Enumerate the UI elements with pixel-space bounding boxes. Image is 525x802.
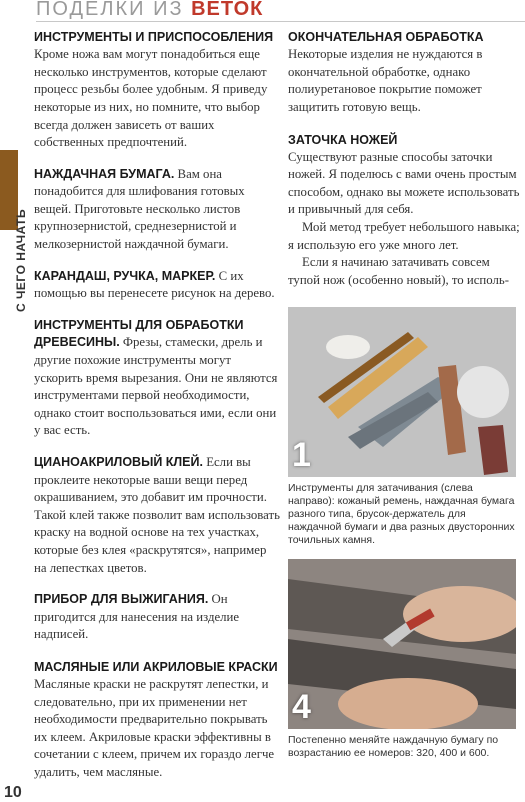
section-tools bbox=[34, 28, 280, 152]
sandpaper-use-illustration bbox=[288, 559, 516, 729]
section-lead: ИНСТРУМЕНТЫ ДЛЯ ОБРАБОТКИ ДРЕВЕСИНЫ. bbox=[34, 317, 244, 350]
photo-sandpaper-use bbox=[288, 559, 516, 729]
section-pencil bbox=[34, 268, 280, 303]
section-title: МАСЛЯНЫЕ ИЛИ АКРИЛОВЫЕ КРАСКИ bbox=[34, 659, 278, 674]
photo-caption: Постепенно меняйте наждачную бумагу по возрастанию ее номеров: 320, 400 и 600. bbox=[288, 734, 499, 760]
section-text: Вам она понадобится для шлифования готовых вещей. Приготовьте несколько листов крупнозернистой, среднезернистой и мелкозернистой наждачной бумаги. bbox=[34, 166, 245, 252]
header-divider bbox=[36, 21, 525, 22]
page-header bbox=[0, 0, 525, 22]
header-prefix: ПОДЕЛКИ ИЗ bbox=[36, 0, 184, 20]
photo-number: 1 bbox=[292, 436, 311, 475]
section-paints bbox=[34, 658, 280, 782]
section-sharpening bbox=[288, 131, 520, 290]
chapter-label: С ЧЕГО НАЧАТЬ bbox=[14, 208, 28, 312]
section-text: Масляные краски не раскрутят лепестки, и следовательно, при их применении нет необходимости предварительно покрывать их клеем. Акриловые краски эффективны в сочетании с клеем, причем их гораздо легче удалить, чем масляные. bbox=[34, 677, 275, 780]
section-text: Кроме ножа вам могут понадобиться еще несколько инструментов, которые сделают процесс резьбы более удобным. Я приведу некоторые из них, но помните, что выбор всегда должен зависеть от ваших собственных предпочтений. bbox=[34, 47, 268, 150]
section-burner bbox=[34, 591, 280, 644]
hand-bottom bbox=[338, 678, 478, 729]
paper-roll bbox=[326, 335, 370, 359]
section-title: ОКОНЧАТЕЛЬНАЯ ОБРАБОТКА bbox=[288, 30, 484, 44]
sharpening-tools-illustration bbox=[288, 307, 516, 477]
left-column bbox=[34, 28, 280, 796]
header-accent: ВЕТОК bbox=[191, 0, 264, 20]
section-text: Мой метод требует небольшого навыка; я использую его уже много лет. bbox=[288, 220, 520, 252]
right-column bbox=[288, 28, 520, 772]
section-text: С их помощью вы перенесете рисунок на дерево. bbox=[34, 268, 275, 301]
section-paragraph bbox=[34, 454, 280, 577]
section-paragraph bbox=[34, 591, 280, 644]
section-sandpaper bbox=[34, 166, 280, 254]
section-title: ИНСТРУМЕНТЫ И ПРИСПОСОБЛЕНИЯ bbox=[34, 30, 274, 44]
section-lead: НАЖДАЧНАЯ БУМАГА. bbox=[34, 166, 175, 181]
section-text: Если я начинаю затачивать совсем тупой нож (особенно новый), то исполь- bbox=[288, 255, 509, 287]
section-text: Фрезы, стамески, дрель и другие похожие инструменты могут ускорить время вырезания. Они не являются инструментами первой необходимости, однако стоит воспользоваться ими, если они у вас есть. bbox=[34, 335, 278, 438]
section-lead: ЦИАНОАКРИЛОВЫЙ КЛЕЙ. bbox=[34, 455, 203, 469]
photo-number: 4 bbox=[292, 688, 311, 727]
section-paragraph bbox=[34, 166, 280, 254]
header-title bbox=[36, 0, 263, 21]
round-stone bbox=[457, 366, 509, 418]
section-wood-tools bbox=[34, 317, 280, 440]
section-lead: КАРАНДАШ, РУЧКА, МАРКЕР. bbox=[34, 268, 216, 283]
section-paragraph bbox=[34, 317, 280, 440]
photo-sharpening-tools bbox=[288, 307, 516, 477]
photo-caption: Инструменты для затачивания (слева направо): кожаный ремень, наждачная бумага разного типа, брусок-держатель для наждачной бумаги и два разных двусторонних точильных камня. bbox=[288, 482, 515, 547]
page-number: 10 bbox=[4, 784, 22, 801]
section-text: Он пригодится для нанесения на изделие надписей. bbox=[34, 592, 240, 642]
section-finishing bbox=[288, 28, 520, 117]
section-title: ЗАТОЧКА НОЖЕЙ bbox=[288, 132, 398, 147]
section-lead: ПРИБОР ДЛЯ ВЫЖИГАНИЯ. bbox=[34, 592, 209, 607]
section-text: Некоторые изделия не нуждаются в окончательной обработке, однако полиуретановое покрытие поможет защитить готовую вещь. bbox=[288, 47, 483, 114]
section-text: Если вы проклеите некоторые ваши вещи перед окрашиванием, это добавит им прочности. Такой клей также позволит вам использовать краску на водной основе на тех участках, которые без клея «раскрутятся», например на лепестках цветов. bbox=[34, 455, 280, 575]
section-paragraph bbox=[34, 268, 280, 303]
section-glue bbox=[34, 454, 280, 577]
section-text: Существуют разные способы заточки ножей. Я поделюсь с вами очень простым способом, однако вы можете использовать и привычный для себя. bbox=[288, 149, 520, 217]
